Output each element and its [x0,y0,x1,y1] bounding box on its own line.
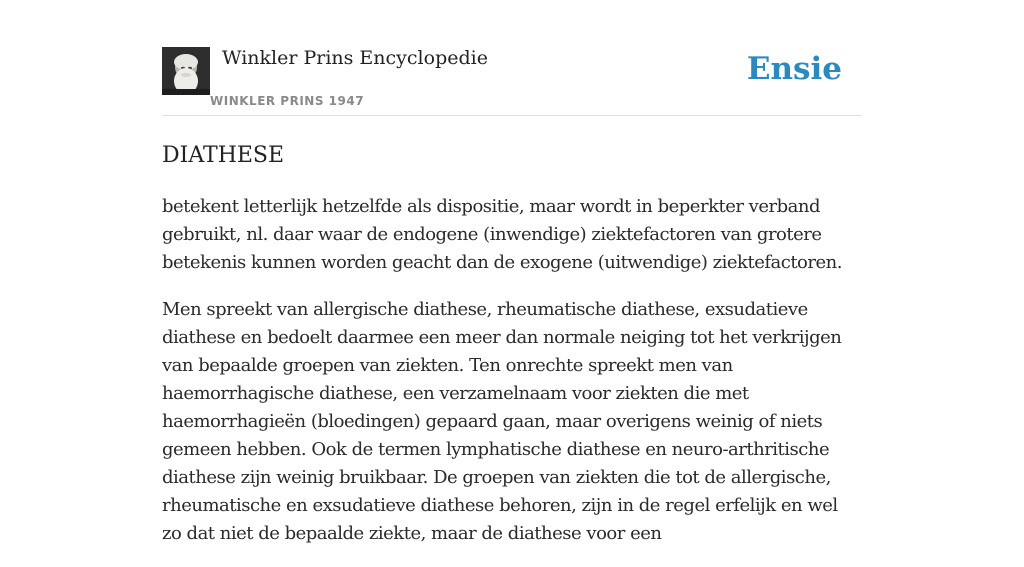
article-title: DIATHESE [162,143,285,168]
source-title[interactable]: Winkler Prins Encyclopedie [222,47,488,69]
content-container [162,0,862,567]
portrait-photo-icon[interactable] [162,47,210,95]
article-paragraph: Men spreekt van allergische diathese, rheumatische diathese, exsudatieve diathese en bedoelt daarmee een meer dan normale neiging tot het verkrijgen van bepaalde groepen van ziekten. Ten onrechte spreekt men van haemorrhagische diathese, een verzamelnaam voor ziekten die met haemorrhagieën (bloedingen) gepaard gaan, maar overigens weinig of niets gemeen hebben. Ook de termen lymphatische diathese en neuro-arthritische diathese zijn weinig bruikbaar. De groepen van ziekten die tot de allergische, rheumatische en exsudatieve diathese behoren, zijn in de regel erfelijk en wel zo dat niet de bepaalde ziekte, maar de diathese voor een [162,299,842,544]
article-paragraph: betekent letterlijk hetzelfde als dispositie, maar wordt in beperkter verband gebruikt, nl. daar waar de endogene (inwendige) ziektefactoren van grotere betekenis kunnen worden geacht dan de exogene (uitwendige) ziektefactoren. [162,196,842,273]
article-body [162,193,862,548]
brand-logo[interactable]: Ensie [746,51,842,87]
source-header [162,0,862,116]
source-edition: WINKLER PRINS 1947 [210,94,365,108]
